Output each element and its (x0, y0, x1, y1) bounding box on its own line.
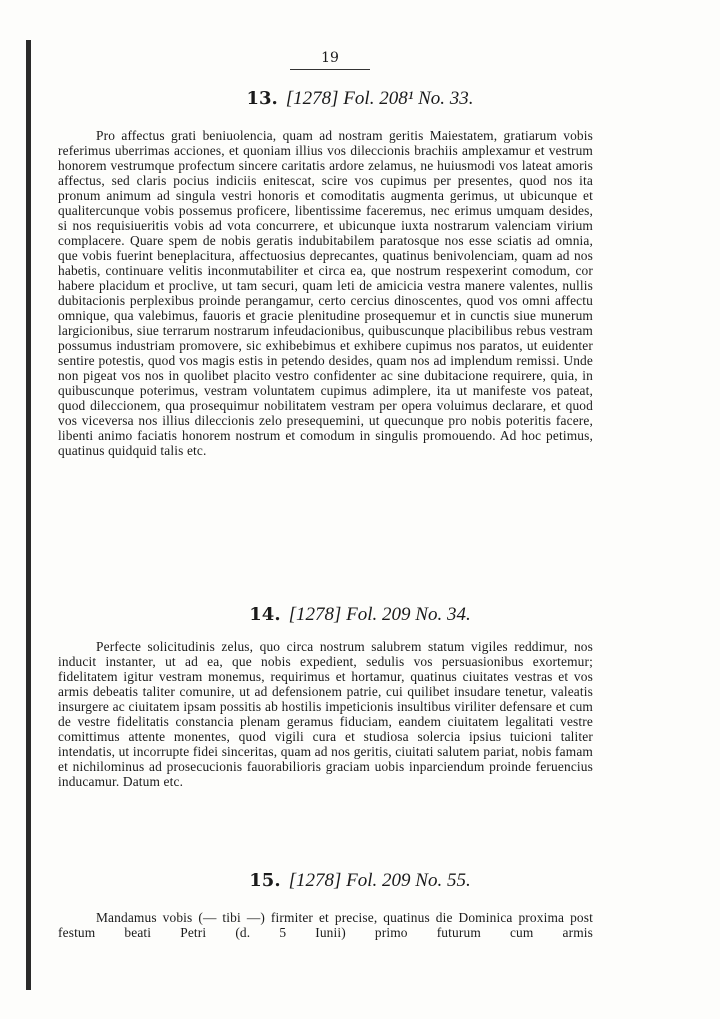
binding-edge (26, 40, 31, 990)
page-number: 19 (290, 50, 370, 70)
section-text-14: Perfecte solicitudinis zelus, quo circa nostrum salubrem statum vigiles reddimur, nos inducit instanter, ut ad ea, que nobis expedient, sedulis vos persuasionibus exortemur; fidelitatem igitur vestram monemus, requirimus et hortamur, quatinus ciuitates vestras et vos armis debeatis taliter comunire, ut ad defensionem patrie, cui quilibet insudare tenetur, valeatis insurgere ac ciuitatem ipsam possitis ab hostilis impeticionis insultibus viriliter defensare et cum de vestre fidelitatis constancia plenam geramus fiduciam, eandem ciuitatem legalitati vestre comittimus attente monentes, quod vigili cura et studiosa solercia ipsius tuicioni taliter intendatis, ut incorrupte fidei sinceritas, quam ad nos geritis, ciuitati salutem pariat, nobis famam et nichilominus ad prosecucionis fauorabilioris graciam uobis inparciendum proinde feruencius inducamur. Datum etc. (58, 639, 593, 789)
section-text-13: Pro affectus grati beniuolencia, quam ad nostram geritis Maiestatem, gratiarum vobis referimus uberrimas acciones, et quoniam illius vos dileccionis brachiis amplexamur et vestrum honorem vestrumque profectum sincere caritatis ardore zelamus, ne huiusmodi vos lateat amoris affectus, sed claris pocius indiciis enitescat, scire vos cupimus per presentes, quod nos ita pronum animum ad singula vestri honoris et comoditatis augmenta gerimus, ut ubicunque et qualitercunque vobis possemus proficere, libentissime faceremus, nec erimus umquam desides, si nos requisiueritis vobis ad vota concurrere, et ubicunque iuxta nostrarum valenciam virium complacere. Quare spem de nobis geratis indubitabilem paratosque nos esse sciatis ad omnia, que vobis fuerint beneplacitura, affectuosius deprecantes, quatinus benivolenciam, quam ad nos habetis, continuare velitis inconmutabiliter et circa ea, que nostrum respexerint comodum, cor habere placidum et proclive, ut tam securi, quam leti de amicicia vestra manere valentes, nullis dubitacionis perplexibus proinde perangamur, certo cercius dinoscentes, quod vos omni affectu omnique, qua valebimus, fauoris et gracie plenitudine prosequemur et in cunctis siue munerum largicionibus, siue terrarum nostrarum infeudacionibus, quibuscunque placibilibus rebus vestram possumus industriam promovere, sic exhibebimus et exhibere cupimus nos paratos, ut euidenter sentire potestis, quod vos magis estis in petendo desides, quam nos ad implendum remissi. Unde non pigeat vos nos in quolibet placito vestro confidenter ac sine dubitacione requirere, quia, in quibuscunque poterimus, vestram voluntatem cupimus adimplere, ita ut manifeste vos pateat, quod dileccionem, qua prosequimur nobilitatem vestram per opera voluimus declarare, et quod vos viceversa nos illius dileccionis zelo presequemini, ut quecunque pro nobis poteritis facere, libenti animo faciatis honorem nostrum et comodum in singulis promouendo. Ad hoc petimus, quatinus quidquid talis etc. (58, 128, 593, 458)
section-number: 15. (249, 870, 281, 891)
section-reference: [1278] Fol. 209 No. 34. (288, 604, 471, 625)
section-number: 14. (249, 604, 281, 625)
section-number: 13. (246, 88, 278, 109)
section-reference: [1278] Fol. 208¹ No. 33. (285, 88, 474, 109)
section-heading-15 (0, 870, 720, 892)
section-heading-13 (0, 88, 720, 110)
section-text-15: Mandamus vobis (— tibi —) firmiter et precise, quatinus die Dominica proxima post festum beati Petri (d. 5 Iunii) primo futurum cum armis (58, 910, 593, 940)
section-heading-14 (0, 604, 720, 626)
section-reference: [1278] Fol. 209 No. 55. (288, 870, 471, 891)
